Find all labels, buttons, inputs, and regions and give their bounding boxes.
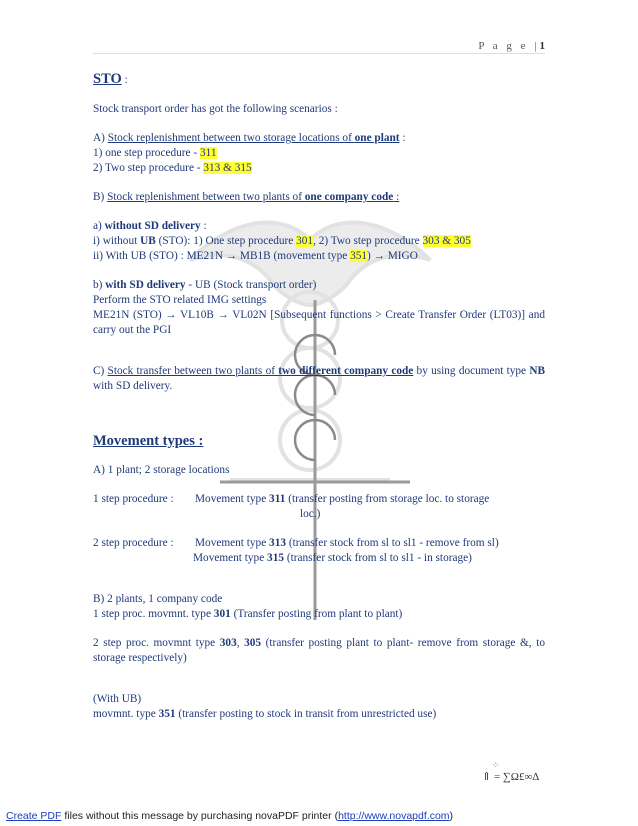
step1-row: 1 step procedure : Movement type 311 (transfer posting from storage loc. to storage loc.) [93, 493, 490, 520]
novapdf-link[interactable]: http://www.novapdf.com [338, 810, 450, 822]
scenario-c: C) Stock transfer between two plants of two different company code by using document type NB with SD delivery. [93, 365, 546, 392]
scenario-a-2: 2) Two step procedure - 313 & 315 [93, 162, 252, 174]
movement-a: A) 1 plant; 2 storage locations [93, 464, 230, 476]
img-settings-line: Perform the STO related IMG settings [93, 294, 267, 306]
scenario-b-a: a) without SD delivery : [93, 220, 207, 232]
page-number-header [478, 40, 545, 52]
ub-line: (With UB) [93, 693, 142, 705]
step2-row: 2 step procedure : Movement type 313 (transfer stock from sl to sl1 - remove from sl) [93, 537, 499, 549]
sig-glyph-icon: ⇑ [482, 771, 492, 783]
sto-heading: STO : [93, 71, 128, 87]
movement-types-heading: Movement types : [93, 433, 204, 449]
sto-intro: Stock transport order has got the following scenarios : [93, 103, 338, 115]
header-rule [93, 53, 545, 54]
create-pdf-link[interactable]: Create PDF [6, 810, 62, 822]
movement-b1: 1 step proc. movmnt. type 301 (Transfer posting from plant to plant) [93, 608, 403, 620]
scenario-b: B) Stock replenishment between two plants of one company code : [93, 191, 400, 203]
signature-symbols: ⁘ ⇑ = ∑Ω£∞Δ [482, 760, 540, 783]
scenario-a: A) Stock replenishment between two storage locations of one plant : [93, 132, 406, 144]
transfer-order-line: ME21N (STO) → VL10B → VL02N [Subsequent functions > Create Transfer Order (LT03)] and carry out the PGI [93, 309, 545, 336]
movement-b2: 2 step proc. movmnt type 303, 305 (transfer posting plant to plant- remove from storage &, to storage respectively) [93, 637, 545, 664]
scenario-a-1: 1) one step procedure - 311 [93, 147, 217, 159]
page-label: P a g e | [478, 40, 540, 52]
scenario-b-a-i: i) without UB (STO): 1) One step procedure 301, 2) Two step procedure 303 & 305 [93, 235, 471, 247]
scenario-b-a-ii: ii) With UB (STO) : ME21N → MB1B (movement type 351) → MIGO [93, 250, 418, 262]
ub-movement: movmnt. type 351 (transfer posting to stock in transit from unrestricted use) [93, 708, 437, 720]
movement-b: B) 2 plants, 1 company code [93, 593, 223, 605]
step2-row-b: Movement type 315 (transfer stock from sl to sl1 - in storage) [193, 552, 472, 564]
document-body [93, 72, 545, 722]
footer-notice: Create PDF files without this message by purchasing novaPDF printer (http://www.novapdf.com) [6, 810, 454, 822]
page-number: 1 [539, 40, 545, 52]
dots-icon: ⁘ [492, 760, 500, 770]
scenario-b-b: b) with SD delivery - UB (Stock transport order) [93, 279, 317, 291]
